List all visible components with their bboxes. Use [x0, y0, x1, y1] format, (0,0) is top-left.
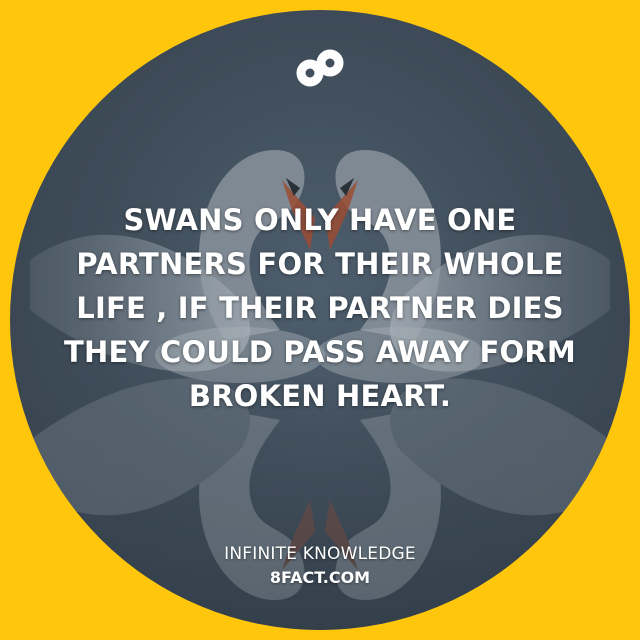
- fact-line: BROKEN HEART.: [188, 379, 452, 413]
- brand-site: 8FACT.COM: [269, 568, 371, 587]
- infinity-8-icon: [292, 47, 348, 91]
- brand-name: INFINITE KNOWLEDGE: [224, 544, 416, 564]
- fact-line: THEY COULD PASS AWAY FORM: [64, 335, 576, 369]
- fact-text: [40, 198, 600, 418]
- fact-line: LIFE , IF THEIR PARTNER DIES: [76, 291, 564, 325]
- fact-line: PARTNERS FOR THEIR WHOLE: [76, 247, 564, 281]
- fact-line: SWANS ONLY HAVE ONE: [123, 203, 517, 237]
